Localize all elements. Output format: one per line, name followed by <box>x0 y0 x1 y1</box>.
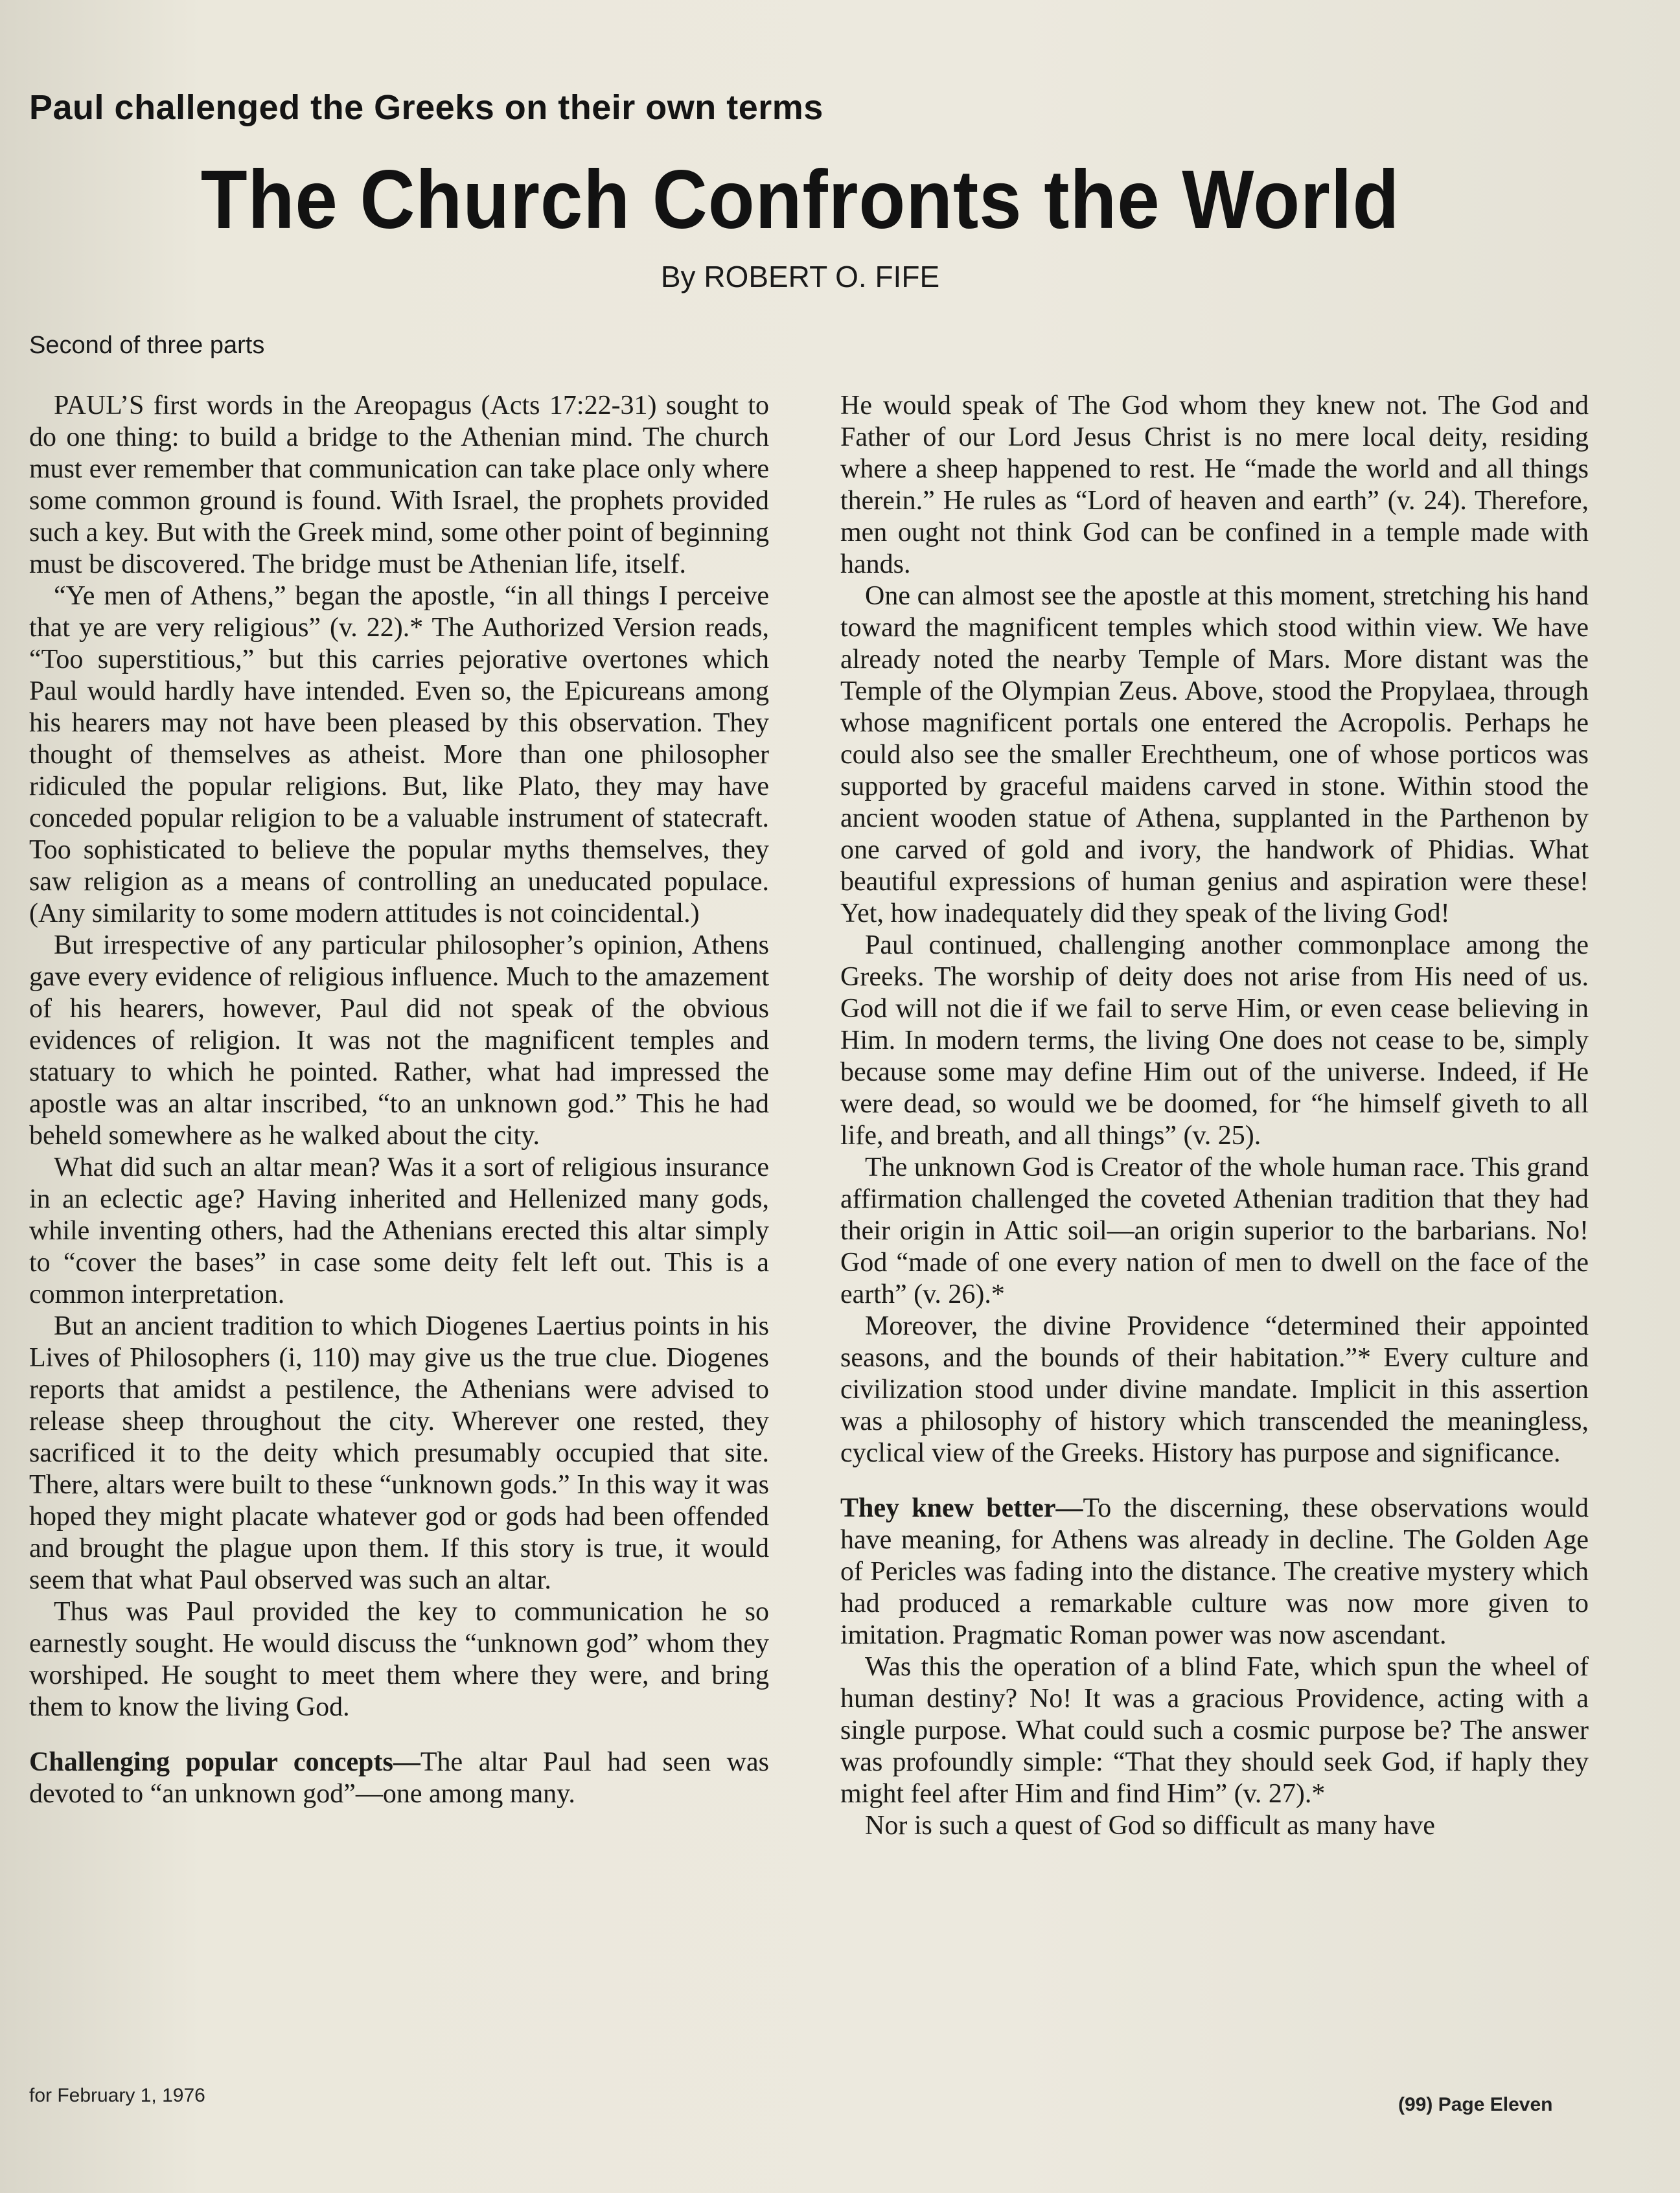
paragraph-with-subhead <box>840 1493 1589 1651</box>
page-number-value: (99) <box>1398 2094 1433 2115</box>
paragraph: The unknown God is Creator of the whole human race. This grand affirmation challenged the coveted Athenian tradition that they had their origin in Attic soil—an origin superior to the barbarians. No! God “made of one every nation of men to dwell on the face of the earth” (v. 26).* <box>840 1153 1589 1309</box>
page-number-label: Page Eleven <box>1438 2094 1553 2115</box>
series-note: Second of three parts <box>29 332 265 359</box>
section-subhead: They knew better— <box>840 1493 1083 1523</box>
paragraph: But irrespective of any particular philosopher’s opinion, Athens gave every evidence of religious influence. Much to the amazement of his hearers, however, Paul did not speak of the obvious evidences of religion. It was not the magnificent temples and statuary to which he pointed. Rather, what had impressed the apostle was an altar inscribed, “to an unknown god.” This he had beheld somewhere as he walked about the city. <box>29 930 769 1151</box>
article-byline: By ROBERT O. FIFE <box>660 260 940 293</box>
left-column <box>29 390 769 1810</box>
paragraph-text: The altar Paul had seen was devoted to “an unknown god”—one among many. <box>29 1747 769 1809</box>
section-subhead: Challenging popular concepts— <box>29 1747 420 1777</box>
paragraph-with-subhead <box>29 1747 769 1810</box>
paragraph: He would speak of The God whom they knew not. The God and Father of our Lord Jesus Christ is no mere local deity, residing where a sheep happened to rest. He “made the world and all things therein.” He rules as “Lord of heaven and earth” (v. 24). Therefore, men ought not think God can be confined in a temple made with hands. <box>840 391 1589 579</box>
paragraph: “Ye men of Athens,” began the apostle, “in all things I perceive that ye are very religious” (v. 22).* The Authorized Version reads, “Too superstitious,” but this carries pejorative overtones which Paul would hardly have intended. Even so, the Epicureans among his hearers may not have been pleased by this observation. They thought of themselves as atheist. More than one philosopher ridiculed the popular religions. But, like Plato, they may have conceded popular religion to be a valuable instrument of statecraft. Too sophisticated to believe the popular myths themselves, they saw religion as a means of controlling an uneducated populace. (Any similarity to some modern attitudes is not coincidental.) <box>29 581 769 928</box>
paragraph-text: To the discerning, these observations would have meaning, for Athens was already in decline. The Golden Age of Pericles was fading into the distance. The creative mystery which had produced a remarkable culture was now more given to imitation. Pragmatic Roman power was now ascendant. <box>840 1493 1589 1650</box>
issue-date: for February 1, 1976 <box>29 2085 205 2106</box>
article-kicker: Paul challenged the Greeks on their own terms <box>29 88 823 127</box>
paragraph: One can almost see the apostle at this moment, stretching his hand toward the magnificent temples which stood within view. We have already noted the nearby Temple of Mars. More distant was the Temple of the Olympian Zeus. Above, stood the Propylaea, through whose magnificent portals one entered the Acropolis. Perhaps he could also see the smaller Erechtheum, one of whose porticos was supported by graceful maidens carved in stone. Within stood the ancient wooden statue of Athena, supplanted in the Parthenon by one carved of gold and ivory, the handwork of Phidias. What beautiful expressions of human genius and aspiration were these! Yet, how inadequately did they speak of the living God! <box>840 581 1589 928</box>
article-title: The Church Confronts the World <box>200 154 1400 246</box>
paragraph: PAUL’S first words in the Areopagus (Acts 17:22-31) sought to do one thing: to build a bridge to the Athenian mind. The church must ever remember that communication can take place only where some common ground is found. With Israel, the prophets provided such a key. But with the Greek mind, some other point of beginning must be discovered. The bridge must be Athenian life, itself. <box>29 391 769 579</box>
paragraph: Thus was Paul provided the key to communication he so earnestly sought. He would discuss the “unknown god” whom they worshiped. He sought to meet them where they were, and bring them to know the living God. <box>29 1597 769 1722</box>
paragraph: Moreover, the divine Providence “determined their appointed seasons, and the bounds of their habitation.”* Every culture and civilization stood under divine mandate. Implicit in this assertion was a philosophy of history which transcended the meaningless, cyclical view of the Greeks. History has purpose and significance. <box>840 1311 1589 1468</box>
page-number <box>1398 2094 1552 2116</box>
right-column <box>840 390 1589 1842</box>
paragraph: Paul continued, challenging another commonplace among the Greeks. The worship of deity does not arise from His need of us. God will not die if we fail to serve Him, or even cease believing in Him. In modern terms, the living One does not cease to be, simply because some may define Him out of the universe. Indeed, if He were dead, so would we be doomed, for “he himself giveth to all life, and breath, and all things” (v. 25). <box>840 930 1589 1151</box>
paragraph: Was this the operation of a blind Fate, which spun the wheel of human destiny? No! It was a gracious Providence, acting with a single purpose. What could such a cosmic purpose be? The answer was profoundly simple: “That they should seek God, if haply they might feel after Him and find Him” (v. 27).* <box>840 1652 1589 1809</box>
paragraph: But an ancient tradition to which Diogenes Laertius points in his Lives of Philosophers (i, 110) may give us the true clue. Diogenes reports that amidst a pestilence, the Athenians were advised to release sheep throughout the city. Wherever one rested, they sacrificed it to the deity which presumably occupied that site. There, altars were built to these “unknown gods.” In this way it was hoped they might placate whatever god or gods had been offended and brought the plague upon them. If this story is true, it would seem that what Paul observed was such an altar. <box>29 1311 769 1595</box>
paragraph: What did such an altar mean? Was it a sort of religious insurance in an eclectic age? Having inherited and Hellenized many gods, while inventing others, had the Athenians erected this altar simply to “cover the bases” in case some deity felt left out. This is a common interpretation. <box>29 1153 769 1309</box>
paragraph: Nor is such a quest of God so difficult as many have <box>865 1811 1435 1841</box>
